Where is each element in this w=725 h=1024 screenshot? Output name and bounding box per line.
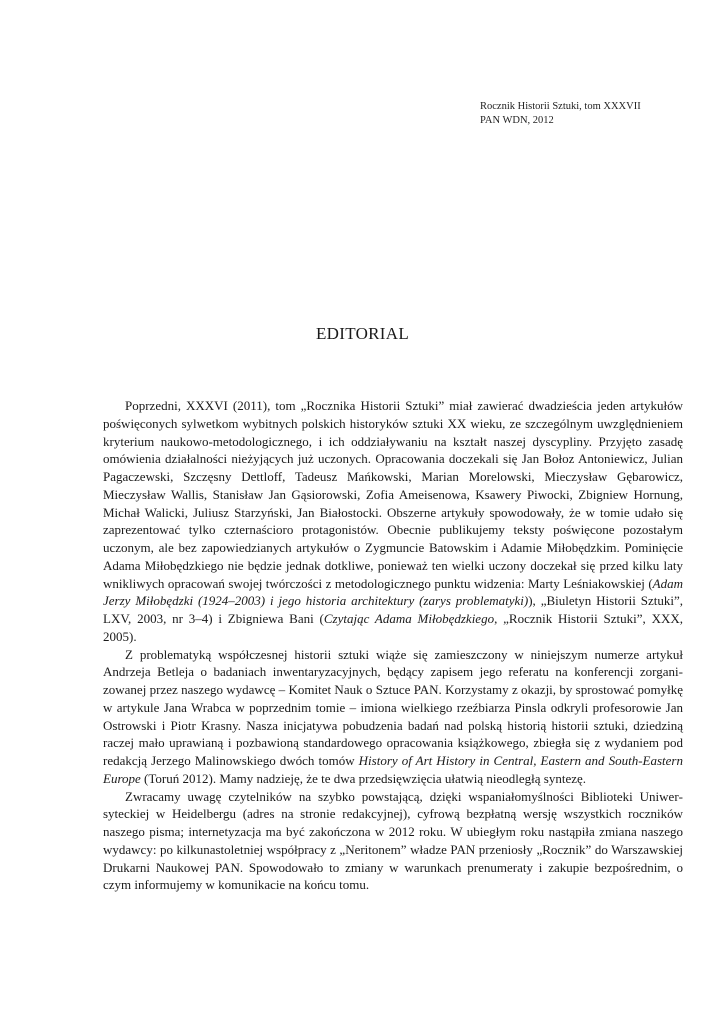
italic-title-run: History of Art History in Central, Eastern and South-Eastern Europe — [103, 753, 683, 786]
text-run: Poprzedni, XXXVI (2011), tom „Rocznika Historii Sztuki” miał zawierać dwadzieścia jeden artykułów poświęconych sylwetkom wybitnych polskich historyków sztuki XX wieku, ze szczególnym uwzględnieniem kryterium naukowo-metodologicznego, i ich oddziaływaniu na kształt naszej dyscypliny. Przyjęto zasadę omówienia działalności nieżyjących już uczonych. Opracowania doczekali się Jan Bołoz Antoniewicz, Julian Pagaczewski, Szczęsny Dettloff, Tadeusz Mańkowski, Marian Morelowski, Mieczysław Gębarowicz, Mieczysław Wallis, Stanisław Jan Gąsiorowski, Zofia Ameisenowa, Ksawery Piwocki, Zbigniew Hornung, Michał Walicki, Juliusz Starzyński, Jan Białostocki. Obszerne artykuły spowodowały, że w tomie udało się zaprezentować tylko czternaścioro protagonistów. Obecnie publikujemy teksty poświęcone pozostałym uczonym, ale bez zapowiedzianych artykułów o Zygmuncie Batowskim i Adamie Miłobędzkim. Pominięcie Adama Miłobędzkiego nie będzie jednak dotkliwe, ponieważ ten wielki uczony doczekał się przed kilku laty wnikliwych opracowań swojej twórczości z metodologicznego punktu widzenia: Marty Leśniakowskiej ( — [103, 398, 683, 591]
text-run: Z problematyką współczesnej historii sztuki wiąże się zamieszczony w niniejszym numerze artykuł Andrzeja Betleja o badaniach inwentaryzacyjnych, będący zapisem jego referatu na konferencji zorganizowanej przez naszego wydawcę – Komitet Nauk o Sztuce PAN. Korzystamy z okazji, by sprostować pomyłkę w artykule Jana Wrabca w poprzednim tomie – imiona wielkiego rzeźbiarza Pinsla odkryli profesorowie Jan Ostrowski i Piotr Krasny. Nasza inicjatywa pobudzenia badań nad polską historią historii sztuki, dziedziną raczej mało uprawianą i pozbawioną standardowego opracowania książkowego, zbiegła się z wydaniem pod redakcją Jerzego Malinowskiego dwóch tomów — [103, 646, 683, 768]
italic-title-run: Czytając Adama Miłobędzkiego — [323, 611, 495, 626]
paragraph-3 — [103, 788, 683, 895]
italic-title-run: Adam Jerzy Miłobędzki (1924–2003) i jego historia architektury (zarys problematyki) — [103, 575, 683, 609]
running-head-publisher: PAN WDN, 2012 — [480, 115, 554, 126]
text-run: (Toruń 2012). Mamy nadzieję, że te dwa przedsięwzięcia ułatwią nieodległą syntezę. — [140, 770, 587, 786]
text-run: ), „Biuletyn Historii Sztuki”, LXV, 2003, nr 3–4) i Zbigniewa Bani ( — [103, 593, 683, 626]
running-head-journal: Rocznik Historii Sztuki, tom XXXVII — [480, 101, 641, 112]
text-run: , „Rocznik Historii Sztuki”, XXX, 2005). — [103, 611, 683, 644]
page-title: EDITORIAL — [315, 324, 410, 343]
article-body — [103, 397, 683, 894]
text-run: Zwracamy uwagę czytelników na szybko powstającą, dzięki wspaniałomyślności Biblioteki Uniwersyteckiej w Heidelbergu (adres na stronie redakcyjnej), cyfrową bezpłatną wersję wszystkich roczników naszego pisma; internetyzacja ma być zakończona w 2012 roku. W ubiegłym roku nastąpiła zmiana naszego wydawcy: po kilkunastoletniej współpracy z „Neritonem” władze PAN przeniosły „Rocznik” do Warszawskiej Drukarni Naukowej PAN. Spowodowało to zmiany w warunkach prenumeraty i zakupie bezpośrednim, o czym informujemy w komunikacie na końcu tomu. — [103, 788, 683, 893]
paragraph-2 — [103, 646, 683, 788]
paragraph-1 — [103, 397, 683, 646]
running-head — [480, 100, 641, 128]
